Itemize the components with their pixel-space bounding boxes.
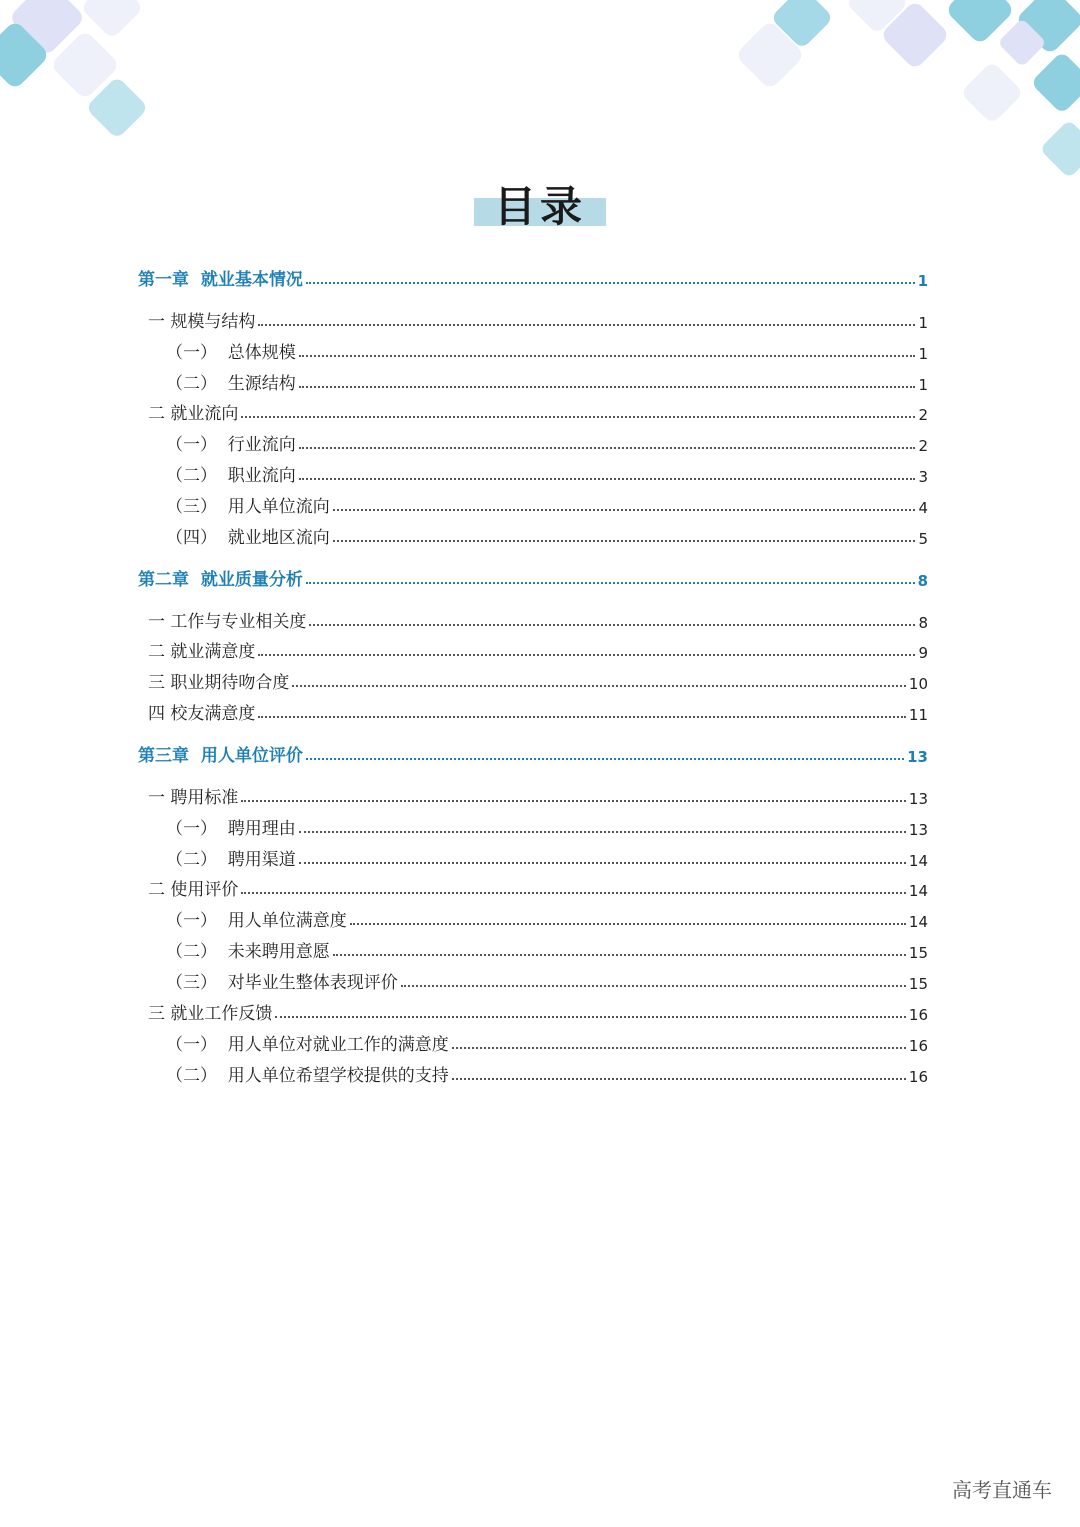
- toc-label: 二 就业流向: [148, 404, 239, 424]
- toc-label: （一） 总体规模: [166, 343, 296, 363]
- toc-subsection[interactable]: [138, 1060, 928, 1086]
- toc-label: （三） 用人单位流向: [166, 497, 330, 517]
- toc-page: 14: [908, 852, 928, 870]
- toc-page: 1: [918, 376, 928, 394]
- decorative-tiles: [0, 0, 1080, 200]
- toc-subsection[interactable]: [138, 368, 928, 394]
- toc-page: 9: [918, 644, 928, 662]
- toc-section[interactable]: [138, 998, 928, 1024]
- toc-label: （一） 用人单位对就业工作的满意度: [166, 1035, 449, 1055]
- toc-leader: [299, 831, 906, 833]
- toc-page: 15: [908, 975, 928, 993]
- toc-subsection[interactable]: [138, 967, 928, 993]
- toc-label: （二） 职业流向: [166, 466, 296, 486]
- toc-leader: [258, 716, 906, 718]
- toc-subsection[interactable]: [138, 813, 928, 839]
- watermark-text: 高考直通车: [952, 1478, 1052, 1502]
- toc-label: 第三章 用人单位评价: [138, 746, 303, 766]
- toc-page: 2: [918, 406, 928, 424]
- toc-chapter-1[interactable]: [138, 264, 928, 290]
- toc-label: （四） 就业地区流向: [166, 528, 330, 548]
- toc-section[interactable]: [138, 306, 928, 332]
- toc-leader: [306, 282, 915, 284]
- toc-leader: [306, 582, 915, 584]
- toc-page: 14: [908, 882, 928, 900]
- toc-page: 8: [917, 572, 928, 590]
- toc-page: 5: [918, 530, 928, 548]
- toc-subsection[interactable]: [138, 844, 928, 870]
- toc-chapter-2[interactable]: [138, 564, 928, 590]
- toc-label: 四 校友满意度: [148, 704, 256, 724]
- toc-leader: [241, 416, 915, 418]
- toc-page: 1: [917, 272, 928, 290]
- toc-label: （二） 用人单位希望学校提供的支持: [166, 1066, 449, 1086]
- toc-leader: [309, 624, 915, 626]
- toc-subsection[interactable]: [138, 1029, 928, 1055]
- toc-leader: [333, 540, 915, 542]
- toc-label: （一） 行业流向: [166, 435, 296, 455]
- toc-page: 14: [908, 913, 928, 931]
- toc-leader: [350, 923, 906, 925]
- toc-leader: [401, 985, 906, 987]
- toc-label: 二 使用评价: [148, 880, 239, 900]
- toc-section[interactable]: [138, 874, 928, 900]
- toc-label: 三 职业期待吻合度: [148, 673, 290, 693]
- toc-leader: [299, 386, 915, 388]
- toc-leader: [299, 355, 915, 357]
- toc-page: 1: [918, 314, 928, 332]
- toc-label: 二 就业满意度: [148, 642, 256, 662]
- toc-label: 一 工作与专业相关度: [148, 612, 307, 632]
- page-title: 目录: [486, 182, 594, 232]
- toc-subsection[interactable]: [138, 337, 928, 363]
- toc-label: 第二章 就业质量分析: [138, 570, 303, 590]
- toc-section[interactable]: [138, 636, 928, 662]
- toc-subsection[interactable]: [138, 905, 928, 931]
- toc-leader: [275, 1016, 906, 1018]
- toc-leader: [241, 800, 906, 802]
- toc-label: 一 聘用标准: [148, 788, 239, 808]
- toc-label: （二） 未来聘用意愿: [166, 942, 330, 962]
- toc-page: 4: [918, 499, 928, 517]
- toc-section[interactable]: [138, 398, 928, 424]
- toc-leader: [299, 862, 906, 864]
- toc-leader: [333, 954, 906, 956]
- toc-section[interactable]: [138, 606, 928, 632]
- toc-page: 16: [908, 1068, 928, 1086]
- toc-subsection[interactable]: [138, 460, 928, 486]
- toc-label: （一） 聘用理由: [166, 819, 296, 839]
- toc-page: 13: [908, 790, 928, 808]
- toc-leader: [452, 1078, 906, 1080]
- toc-label: 一 规模与结构: [148, 312, 256, 332]
- toc-page: 13: [907, 748, 928, 766]
- toc-leader: [241, 892, 906, 894]
- toc-page: 16: [908, 1037, 928, 1055]
- toc-leader: [306, 758, 904, 760]
- toc-section[interactable]: [138, 667, 928, 693]
- toc-subsection[interactable]: [138, 936, 928, 962]
- toc-section[interactable]: [138, 698, 928, 724]
- toc-label: （二） 聘用渠道: [166, 850, 296, 870]
- toc-section[interactable]: [138, 782, 928, 808]
- toc-leader: [333, 509, 915, 511]
- toc-label: （三） 对毕业生整体表现评价: [166, 973, 398, 993]
- toc-label: 三 就业工作反馈: [148, 1004, 273, 1024]
- toc-page: 1: [918, 345, 928, 363]
- toc-page: 16: [908, 1006, 928, 1024]
- toc-label: （一） 用人单位满意度: [166, 911, 347, 931]
- toc-leader: [452, 1047, 906, 1049]
- toc-label: （二） 生源结构: [166, 374, 296, 394]
- toc-leader: [258, 324, 915, 326]
- toc-page: 10: [908, 675, 928, 693]
- toc-page: 2: [918, 437, 928, 455]
- toc-page: 15: [908, 944, 928, 962]
- toc-subsection[interactable]: [138, 429, 928, 455]
- toc-label: 第一章 就业基本情况: [138, 270, 303, 290]
- toc-page: 13: [908, 821, 928, 839]
- toc-leader: [258, 654, 915, 656]
- toc-leader: [292, 685, 906, 687]
- toc-page: 11: [908, 706, 928, 724]
- toc-subsection[interactable]: [138, 522, 928, 548]
- toc-page: 3: [918, 468, 928, 486]
- toc-leader: [299, 478, 915, 480]
- toc-chapter-3[interactable]: [138, 740, 928, 766]
- toc-page: 8: [918, 614, 928, 632]
- toc-leader: [299, 447, 915, 449]
- toc-subsection[interactable]: [138, 491, 928, 517]
